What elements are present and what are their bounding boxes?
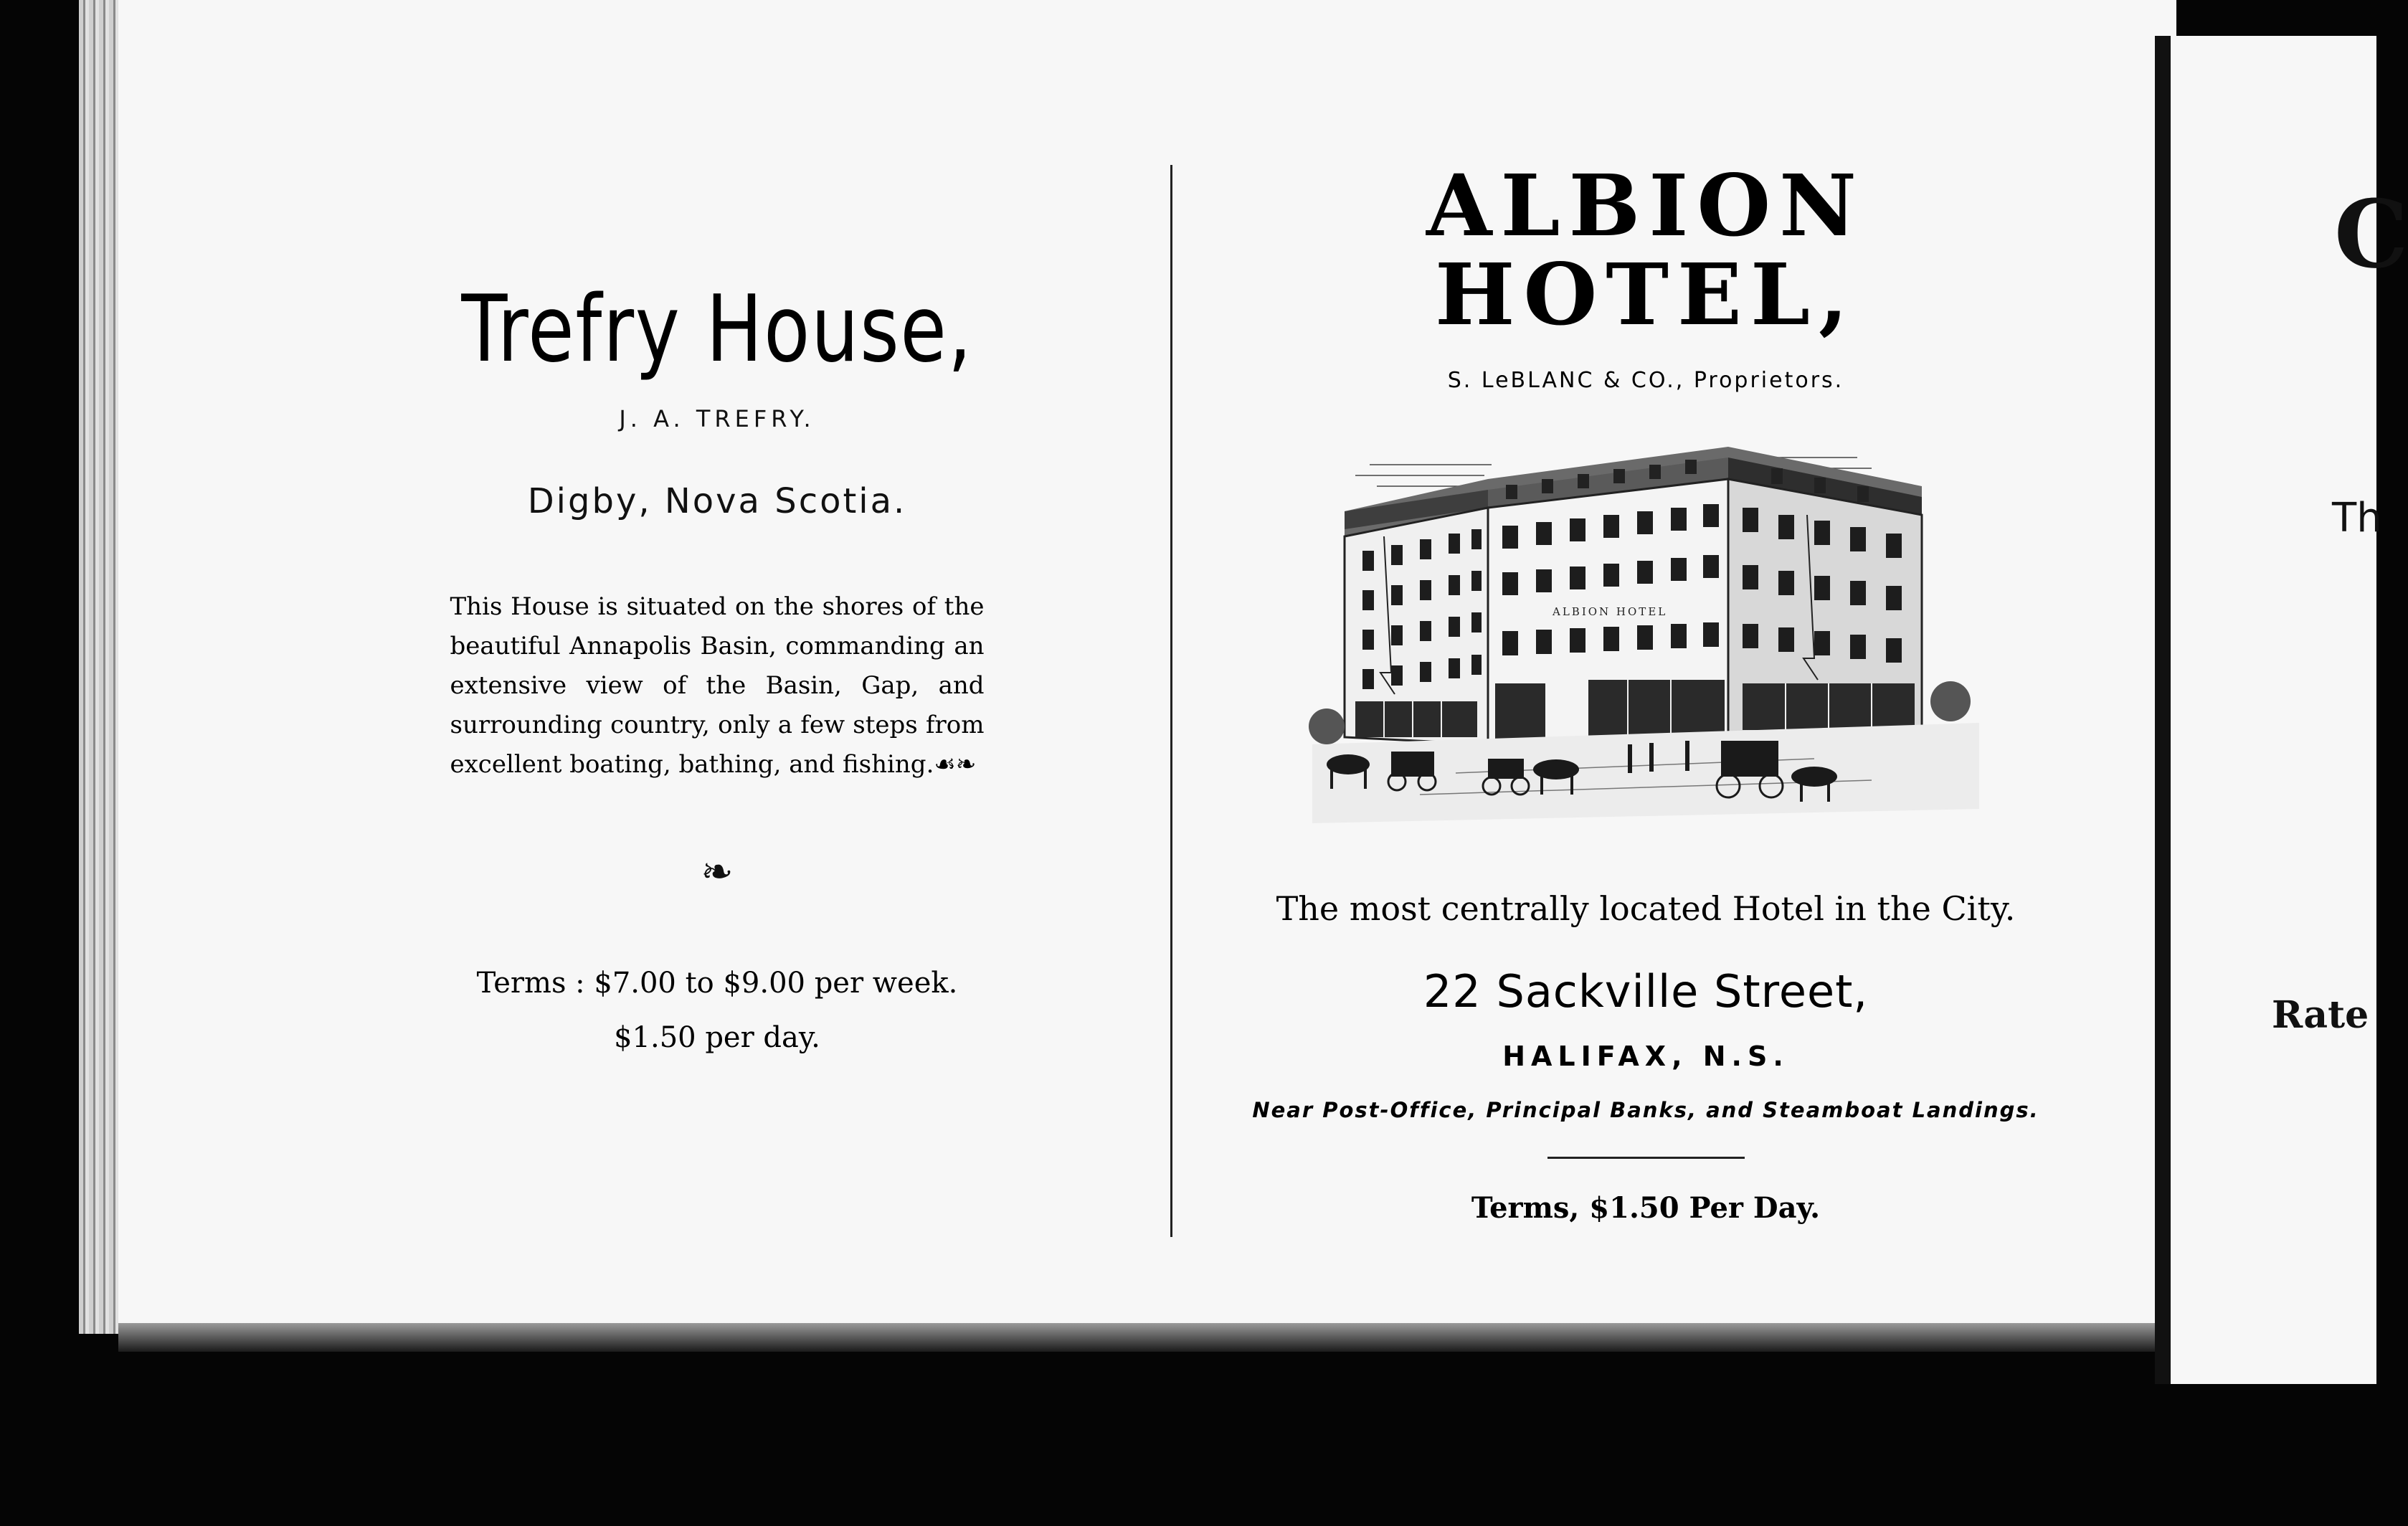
- page-shadow: [118, 1323, 2176, 1352]
- next-page-fragment: C: [2334, 179, 2408, 289]
- building-sign: ALBION HOTEL: [1553, 605, 1668, 618]
- ornament-icon: ☙❧: [934, 749, 977, 779]
- trefry-location: Digby, Nova Scotia.: [527, 480, 907, 521]
- trefry-terms-weekly: Terms : $7.00 to $9.00 per week.: [476, 966, 958, 1000]
- next-page-fragment: Th: [2332, 495, 2382, 541]
- fleuron-icon: ❧: [701, 848, 734, 894]
- trefry-description: [450, 587, 985, 785]
- trefry-terms-daily: $1.50 per day.: [614, 1020, 820, 1054]
- trefry-house-advertisement: [402, 276, 1033, 1065]
- albion-terms: Terms, $1.50 Per Day.: [1471, 1190, 1821, 1225]
- trefry-description-text: This House is situated on the shores of the beautiful Annapolis Basin, commanding an extensive view of the Basin, Gap, and surrounding country, only a few steps from excellent boating, bathing, and fishing.: [450, 592, 985, 779]
- horizontal-rule: [1547, 1157, 1745, 1159]
- albion-hotel-title: ALBION HOTEL,: [1426, 156, 1866, 344]
- albion-city: HALIFAX, N.S.: [1502, 1040, 1789, 1072]
- hotel-building-illustration: [1312, 436, 1979, 845]
- trefry-proprietor: J. A. TREFRY.: [619, 404, 815, 432]
- next-page-fragment: Rate: [2272, 993, 2369, 1037]
- albion-tagline: The most centrally located Hotel in the City.: [1276, 888, 2016, 928]
- page-edge: [79, 0, 122, 1334]
- albion-nearby-landmarks: Near Post-Office, Principal Banks, and Steamboat Landings.: [1252, 1097, 2039, 1122]
- albion-hotel-advertisement: [1219, 156, 2072, 1225]
- trefry-house-title: Trefry House,: [461, 276, 973, 383]
- albion-street-address: 22 Sackville Street,: [1423, 965, 1869, 1018]
- trefry-terms: [402, 956, 1033, 1065]
- albion-proprietors: S. LeBLANC & CO., Proprietors.: [1447, 367, 1844, 393]
- column-divider: [1170, 165, 1172, 1237]
